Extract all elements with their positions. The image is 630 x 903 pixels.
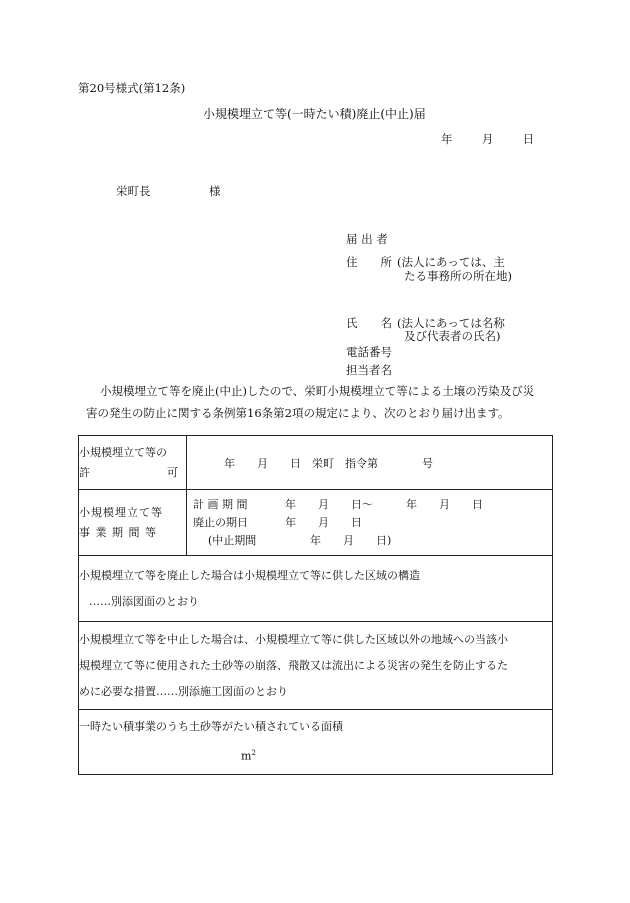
period-value — [187, 490, 553, 556]
form-number: 第20号様式(第12条) — [78, 81, 186, 95]
applicant-address-note-2: たる事務所の所在地) — [404, 269, 512, 283]
pile-area-unit-sup: 2 — [251, 749, 256, 757]
body-text-line-1: 小規模埋立て等を廃止(中止)したので、栄町小規模埋立て等による土壌の汚染及び災 — [100, 384, 535, 398]
applicant-address-note-1: (法人にあっては、主 — [397, 255, 505, 269]
permit-label — [79, 436, 187, 490]
table-row-period — [79, 490, 553, 556]
plan-label: 計 画 期 間 — [193, 497, 248, 511]
applicant-phone-label: 電話番号 — [346, 345, 392, 359]
abolish-structure-line-1: 小規模埋立て等を廃止した場合は小規模埋立て等に供した区域の構造 — [79, 568, 420, 582]
addressee-honorific: 様 — [209, 184, 221, 198]
notification-table — [78, 435, 553, 775]
permit-label-char-2: 可 — [167, 465, 178, 479]
suspend-measures-line-2: 規模埋立て等に使用された土砂等の崩落、飛散又は流出による災害の発生を防止するた — [79, 658, 508, 672]
table-row-abolish-structure — [79, 556, 553, 622]
applicant-contact-label: 担当者名 — [346, 363, 392, 377]
suspend-measures-line-3: めに必要な措置……別添施工図面のとおり — [79, 684, 288, 698]
applicant-name-label: 氏 名 — [346, 316, 392, 330]
table-row-permit — [79, 436, 553, 490]
suspend-label: (中止期間 — [208, 533, 257, 547]
abolish-structure-line-2: ……別添図面のとおり — [89, 594, 199, 608]
pile-area-unit: m — [241, 749, 252, 763]
plan-value: 年 月 日～ 年 月 日 — [285, 497, 483, 511]
period-label-line-2: 事 業 期 間 等 — [79, 525, 157, 539]
permit-value: 年 月 日 栄町 指令第 号 — [187, 436, 553, 490]
permit-label-char-1: 許 — [79, 465, 90, 479]
document-title: 小規模埋立て等(一時たい積)廃止(中止)届 — [203, 107, 426, 121]
addressee-name: 栄町長 — [116, 184, 151, 198]
body-text-line-2: 害の発生の防止に関する条例第16条第2項の規定により、次のとおり届け出ます。 — [86, 406, 510, 420]
date-month: 月 — [481, 132, 494, 146]
abolish-label: 廃止の期日 — [193, 515, 248, 529]
period-label — [79, 490, 187, 556]
suspend-measures-cell — [79, 622, 553, 710]
date-day: 日 — [522, 132, 535, 146]
applicant-name-note-1: (法人にあっては名称 — [397, 316, 505, 330]
applicant-name-note-2: 及び代表者の氏名) — [404, 329, 501, 343]
suspend-value: 年 月 日) — [310, 533, 392, 547]
body-text — [78, 378, 552, 426]
applicant-address-label: 住 所 — [346, 255, 392, 269]
table-row-pile-area — [79, 710, 553, 775]
abolish-structure-cell — [79, 556, 553, 622]
pile-area-value — [79, 740, 552, 770]
permit-label-line-1: 小規模埋立て等の — [79, 445, 167, 459]
period-label-line-1: 小規模埋立て等 — [79, 505, 163, 519]
date-line — [441, 133, 534, 147]
abolish-value: 年 月 日 — [285, 515, 362, 529]
pile-area-cell — [79, 710, 553, 775]
suspend-measures-line-1: 小規模埋立て等を中止した場合は、小規模埋立て等に供した区域以外の地域への当該小 — [79, 632, 508, 646]
table-row-suspend-measures — [79, 622, 553, 710]
applicant-heading: 届 出 者 — [346, 232, 388, 246]
pile-area-label: 一時たい積事業のうち土砂等がたい積されている面積 — [79, 720, 343, 733]
date-year: 年 — [441, 132, 453, 146]
